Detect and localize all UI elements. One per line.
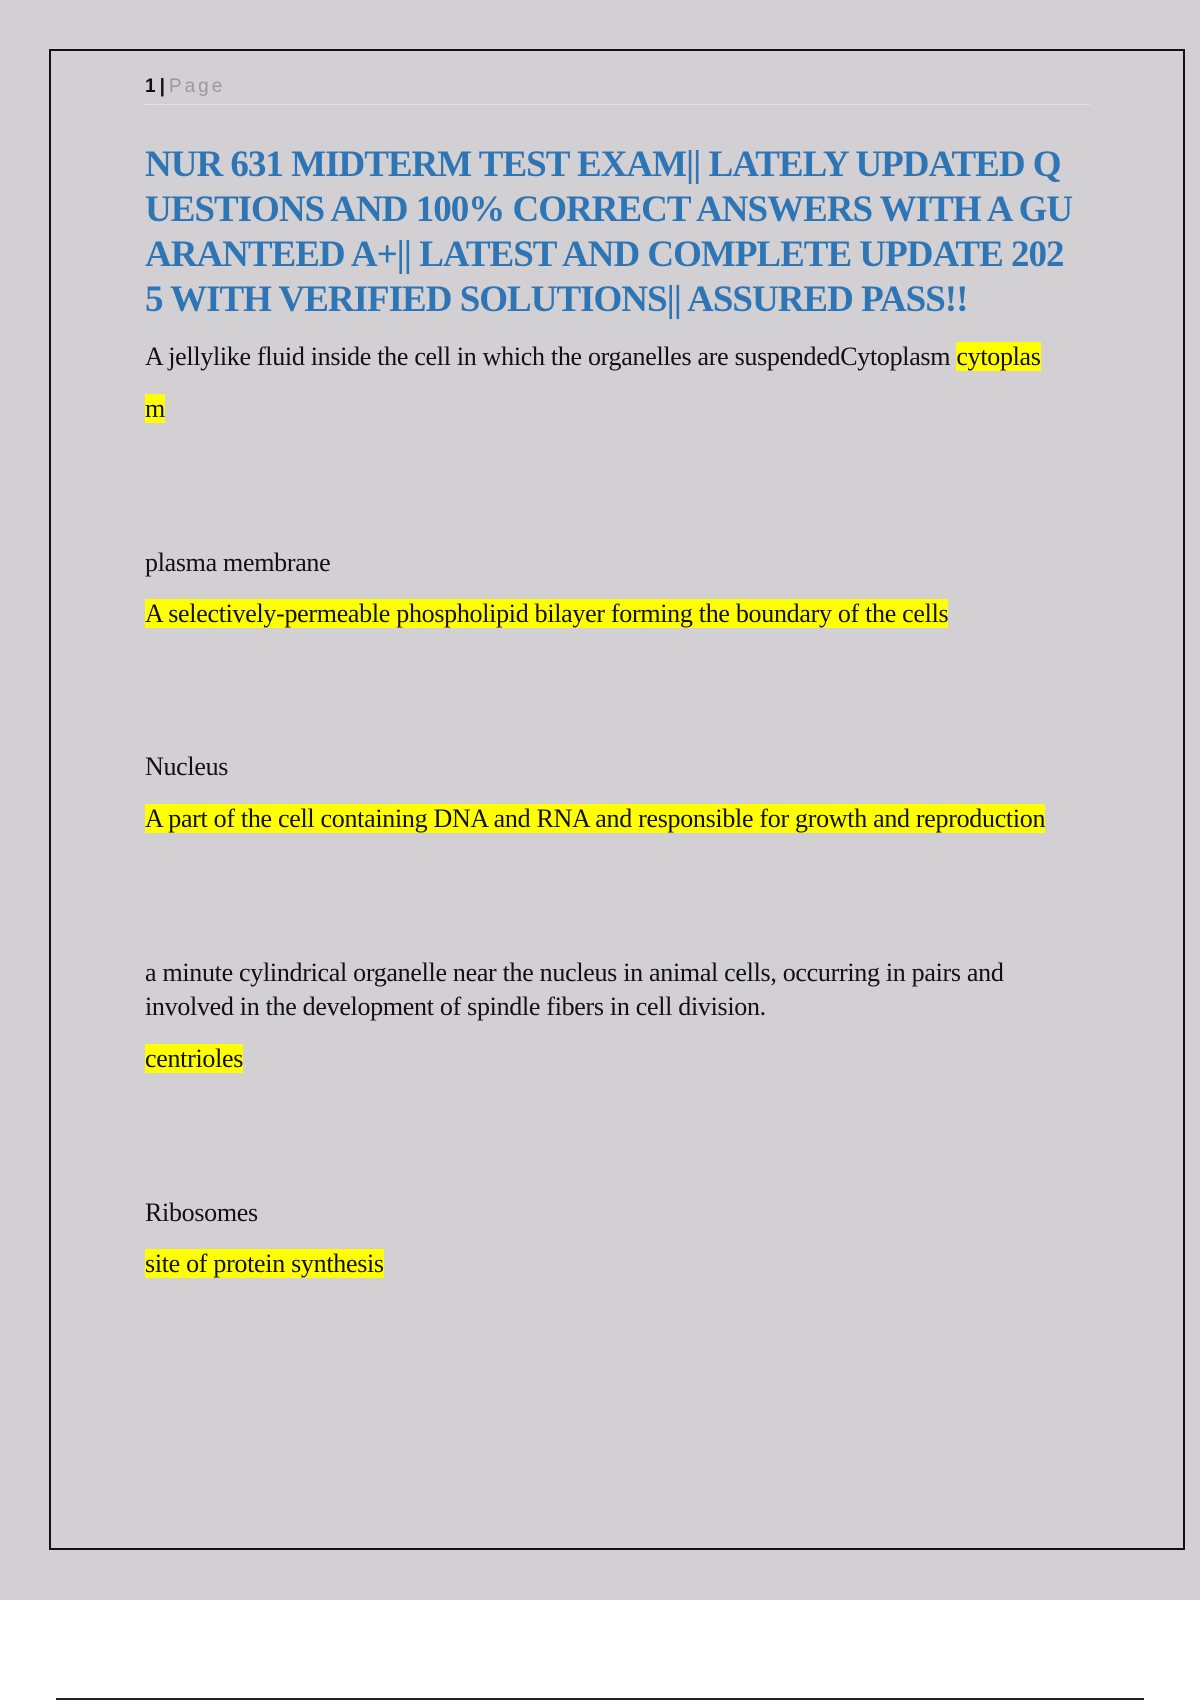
answer-highlight: cytoplas [956,342,1041,371]
title-line-4: 5 WITH VERIFIED SOLUTIONS|| ASSURED PASS!! [145,279,968,320]
answer-highlight: centrioles [145,1044,244,1073]
question-text: A jellylike fluid inside the cell in which the organelles are suspendedCytoplasm [145,342,951,371]
answer-highlight: site of protein synthesis [145,1249,384,1278]
page-word: Page [168,76,226,97]
answer-plasma-membrane [145,597,948,631]
answer-ribosomes [145,1247,384,1281]
title-line-1: NUR 631 MIDTERM TEST EXAM|| LATELY UPDATED Q [145,144,1061,185]
answer-cytoplasm-continued [145,392,165,426]
answer-nucleus [145,802,1045,836]
question-line-1: a minute cylindrical organelle near the nucleus in animal cells, occurring in pairs and [145,958,1004,987]
document-title [145,142,1095,322]
page-header [145,74,1090,105]
question-nucleus: Nucleus [145,752,229,781]
question-plasma-membrane: plasma membrane [145,548,331,577]
answer-highlight: A selectively-permeable phospholipid bilayer forming the boundary of the cells [145,599,949,628]
answer-centrioles [145,1042,243,1076]
title-line-2: UESTIONS AND 100% CORRECT ANSWERS WITH A GU [145,189,1073,230]
question-line-2: involved in the development of spindle fibers in cell division. [145,992,766,1021]
question-centrioles [145,956,1125,1024]
page-separator: | [159,76,165,97]
question-ribosomes: Ribosomes [145,1198,258,1227]
answer-highlight: A part of the cell containing DNA and RNA and responsible for growth and reproduction [145,804,1046,833]
title-line-3: ARANTEED A+|| LATEST AND COMPLETE UPDATE 202 [145,234,1064,275]
question-cytoplasm [145,340,1125,374]
answer-highlight: m [145,394,165,423]
page-number: 1 [145,76,156,97]
